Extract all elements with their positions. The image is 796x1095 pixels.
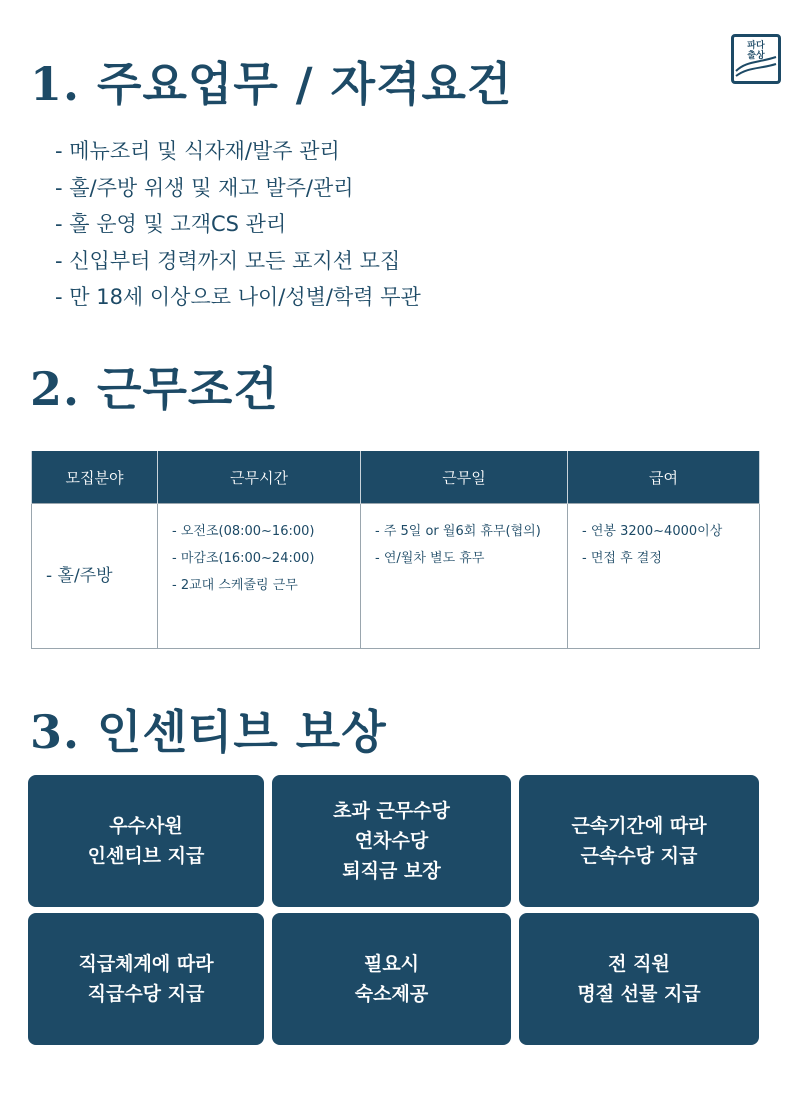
duty-item: - 메뉴조리 및 식자재/발주 관리 bbox=[55, 139, 340, 163]
section-title-incentives: 3. 인센티브 보상 bbox=[30, 705, 387, 759]
card-line: 명절 선물 지급 bbox=[577, 983, 701, 1005]
card-line: 연차수당 bbox=[354, 830, 429, 852]
cell-hours bbox=[158, 504, 361, 649]
duty-item: - 홀/주방 위생 및 재고 발주/관리 bbox=[55, 175, 354, 200]
card-line: 초과 근무수당 bbox=[333, 800, 450, 822]
cell-salary bbox=[568, 504, 760, 649]
card-line: 퇴직금 보장 bbox=[342, 860, 441, 882]
card-line: 근속수당 지급 bbox=[580, 845, 698, 867]
section-title-duties: 1. 주요업무 / 자격요건 bbox=[30, 57, 513, 111]
card-line: 전 직원 bbox=[608, 953, 670, 975]
logo-line-1: 파다 bbox=[747, 41, 765, 51]
incentive-card-housing bbox=[272, 913, 511, 1045]
incentive-card-allowances bbox=[272, 775, 511, 907]
card-line: 필요시 bbox=[363, 953, 420, 975]
salary-line: - 연봉 3200~4000이상 bbox=[582, 524, 723, 539]
header-salary: 급여 bbox=[568, 451, 760, 504]
incentive-card-rank bbox=[28, 913, 264, 1045]
card-line: 직급수당 지급 bbox=[87, 983, 205, 1005]
duty-list bbox=[55, 133, 421, 316]
card-line: 근속기간에 따라 bbox=[571, 815, 707, 837]
card-line: 직급체계에 따라 bbox=[78, 953, 214, 975]
duty-item: - 신입부터 경력까지 모든 포지션 모집 bbox=[55, 248, 401, 273]
header-field: 모집분야 bbox=[32, 451, 158, 504]
duty-item: - 만 18세 이상으로 나이/성별/학력 무관 bbox=[55, 285, 421, 309]
hours-line: - 2교대 스케줄링 근무 bbox=[172, 578, 298, 593]
header-days: 근무일 bbox=[361, 451, 568, 504]
brand-logo bbox=[731, 34, 781, 84]
hours-line: - 마감조(16:00~24:00) bbox=[172, 551, 315, 566]
logo-line-2: 출상 bbox=[747, 51, 765, 61]
card-line: 숙소제공 bbox=[354, 983, 429, 1005]
cell-days bbox=[361, 504, 568, 649]
section-title-conditions: 2. 근무조건 bbox=[30, 362, 279, 416]
work-conditions-table bbox=[31, 451, 760, 649]
header-hours: 근무시간 bbox=[158, 451, 361, 504]
incentive-card-tenure bbox=[519, 775, 759, 907]
incentive-card-holiday-gift bbox=[519, 913, 759, 1045]
days-line: - 연/월차 별도 휴무 bbox=[375, 551, 485, 566]
table-header-row bbox=[32, 451, 760, 504]
duty-item: - 홀 운영 및 고객CS 관리 bbox=[55, 212, 287, 236]
wave-icon bbox=[734, 37, 778, 81]
card-line: 인센티브 지급 bbox=[87, 845, 205, 867]
cell-field: - 홀/주방 bbox=[32, 504, 158, 649]
hours-line: - 오전조(08:00~16:00) bbox=[172, 524, 315, 539]
card-line: 우수사원 bbox=[109, 815, 183, 837]
days-line: - 주 5일 or 월6회 휴무(협의) bbox=[375, 524, 541, 539]
salary-line: - 면접 후 결정 bbox=[582, 551, 662, 566]
table-row bbox=[32, 504, 760, 649]
incentive-card-top-performer bbox=[28, 775, 264, 907]
